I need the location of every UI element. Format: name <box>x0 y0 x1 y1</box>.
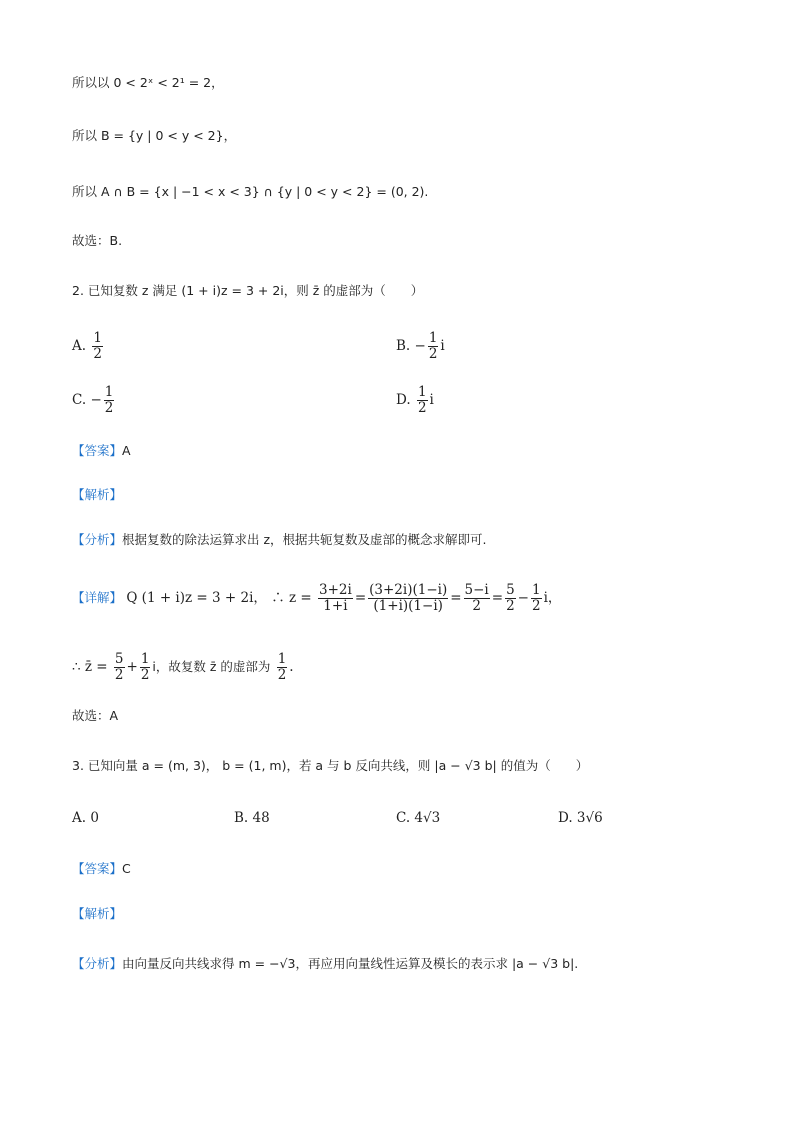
q3-fenxi-text: 由向量反向共线求得 m = −√3，再应用向量线性运算及模长的表示求 |a − √3 b|. <box>122 956 579 971</box>
q3-answer <box>72 859 131 879</box>
q2-frac-4 <box>505 583 516 614</box>
q2-frac-5 <box>531 583 542 614</box>
q2-c-num: 1 <box>104 384 114 400</box>
q2-option-a-fraction <box>92 331 103 362</box>
q2-option-c-fraction <box>104 385 115 416</box>
q2-option-b-label: B. <box>396 338 411 354</box>
q2-frac-2 <box>368 583 448 614</box>
line-3 <box>72 182 428 202</box>
q2-b-num: 1 <box>428 330 438 346</box>
q2-c2-den: 2 <box>140 667 150 683</box>
q2-stem <box>72 281 423 301</box>
q2-f2-den: (1+i)(1−i) <box>373 598 443 614</box>
q3-option-d-text: D. 3√6 <box>558 810 603 826</box>
text-4: 故选：B. <box>72 233 123 248</box>
q2-fenxi-tag: 【分析】 <box>72 532 123 547</box>
q2-b-suffix: i <box>440 338 445 354</box>
q2-conj: ∴ z̄ = $\frac{5}{2}$ + $\frac{1}{2}$ i，故复数 z̄ 的虚部为 $\frac{1}{2}$ . <box>72 651 294 683</box>
q2-answer-tag: 【答案】 <box>72 443 123 458</box>
q2-xiangjie-tag: 【详解】 <box>72 590 123 605</box>
q2-guxuan <box>72 706 118 726</box>
q2-answer-value: A <box>122 443 131 458</box>
q2-option-c-label: C. <box>72 392 87 408</box>
q2-a-den: 2 <box>93 346 102 362</box>
q2-f3-num: 5−i <box>464 582 489 598</box>
q3-option-c <box>396 810 440 826</box>
q2-option-b-fraction <box>428 331 439 362</box>
q3-answer-tag: 【答案】 <box>72 861 123 876</box>
q2-option-d-fraction <box>417 385 428 416</box>
q2-f1-num: 3+2i <box>319 582 352 598</box>
q3-option-c-text: C. 4√3 <box>396 810 441 826</box>
q3-jiexi-tag: 【解析】 <box>72 906 123 921</box>
q2-c-den: 2 <box>104 400 114 416</box>
line-1 <box>72 73 224 93</box>
q2-conj-mid: i，故复数 z̄ 的虚部为 <box>152 659 271 674</box>
q2-answer <box>72 441 131 461</box>
q2-conj-prefix: ∴ z̄ = <box>72 659 108 675</box>
q2-xj-tail: i， <box>543 590 562 606</box>
q2-frac-3 <box>464 583 490 614</box>
q2-xiangjie: 【详解】 Q (1 + i)z = 3 + 2i， ∴ z = $\frac{3+2i}{1+i}$ = $\frac{(3+2i)(1-i)}{(1+i)(1-i)}$ = $\frac{5-i}{2}$ = $\frac{5}{2}$ − $\frac{1}{2}$ i， <box>72 582 562 614</box>
q2-option-a <box>72 331 105 362</box>
q2-conj-frac-1 <box>114 652 125 683</box>
text-3: 所以 A ∩ B = {x | −1 < x < 3} ∩ {y | 0 < y < 2} = (0, 2). <box>72 184 429 199</box>
q2-c1-num: 5 <box>114 651 124 667</box>
q3-option-a <box>72 810 99 826</box>
q2-frac-1 <box>318 583 353 614</box>
q2-f4-den: 2 <box>506 598 515 614</box>
q3-option-b-text: B. 48 <box>234 810 270 826</box>
q2-conj-frac-2 <box>140 652 151 683</box>
q2-b-sign: − <box>414 338 426 354</box>
q2-guxuan-text: 故选：A <box>72 708 119 723</box>
q2-xj-prefix: Q (1 + i)z = 3 + 2i， ∴ z = <box>126 590 312 606</box>
q2-option-b <box>396 331 445 362</box>
q2-option-a-label: A. <box>72 338 87 354</box>
q2-c-sign: − <box>90 392 102 408</box>
q2-f2-num: (3+2i)(1−i) <box>369 582 448 598</box>
q2-conj-frac-3 <box>277 652 288 683</box>
q2-fenxi-text: 根据复数的除法运算求出 z，根据共轭复数及虚部的概念求解即可. <box>122 532 487 547</box>
q2-f1-den: 1+i <box>323 598 348 614</box>
q2-a-num: 1 <box>93 330 102 346</box>
q2-f5-num: 1 <box>531 582 541 598</box>
q3-fenxi <box>72 954 578 974</box>
q3-stem-text: 3. 已知向量 a = (m, 3)， b = (1, m)，若 a 与 b 反向共线，则 |a − √3 b| 的值为（ ） <box>72 758 589 773</box>
q3-option-d <box>558 810 603 826</box>
q2-stem-text: 2. 已知复数 z 满足 (1 + i)z = 3 + 2i，则 z̄ 的虚部为（ ） <box>72 283 424 298</box>
line-2 <box>72 126 236 146</box>
q2-f5-den: 2 <box>531 598 541 614</box>
q2-fenxi <box>72 530 487 550</box>
q2-c3-den: 2 <box>277 667 287 683</box>
text-2: 所以 B = {y | 0 < y < 2}， <box>72 128 237 143</box>
q2-f3-den: 2 <box>472 598 481 614</box>
q2-c1-den: 2 <box>114 667 124 683</box>
q2-d-num: 1 <box>417 384 427 400</box>
q2-c3-num: 1 <box>277 651 287 667</box>
q2-option-c <box>72 385 116 416</box>
q3-stem <box>72 756 588 776</box>
line-4 <box>72 231 122 251</box>
q2-b-den: 2 <box>428 346 438 362</box>
q2-d-suffix: i <box>429 392 434 408</box>
q2-option-d-label: D. <box>396 392 411 408</box>
q3-option-a-text: A. 0 <box>72 810 99 826</box>
q2-jiexi-tag: 【解析】 <box>72 487 123 502</box>
q3-jiexi <box>72 904 122 924</box>
q2-f4-num: 5 <box>506 582 515 598</box>
q3-option-b <box>234 810 270 826</box>
q2-d-den: 2 <box>417 400 427 416</box>
q3-answer-value: C <box>122 861 131 876</box>
q2-conj-end: . <box>289 659 294 675</box>
q2-option-d <box>396 385 434 416</box>
text-1: 所以以 0 < 2ˣ < 2¹ = 2， <box>72 75 224 90</box>
q2-jiexi <box>72 485 122 505</box>
q2-c2-num: 1 <box>140 651 150 667</box>
q3-fenxi-tag: 【分析】 <box>72 956 123 971</box>
